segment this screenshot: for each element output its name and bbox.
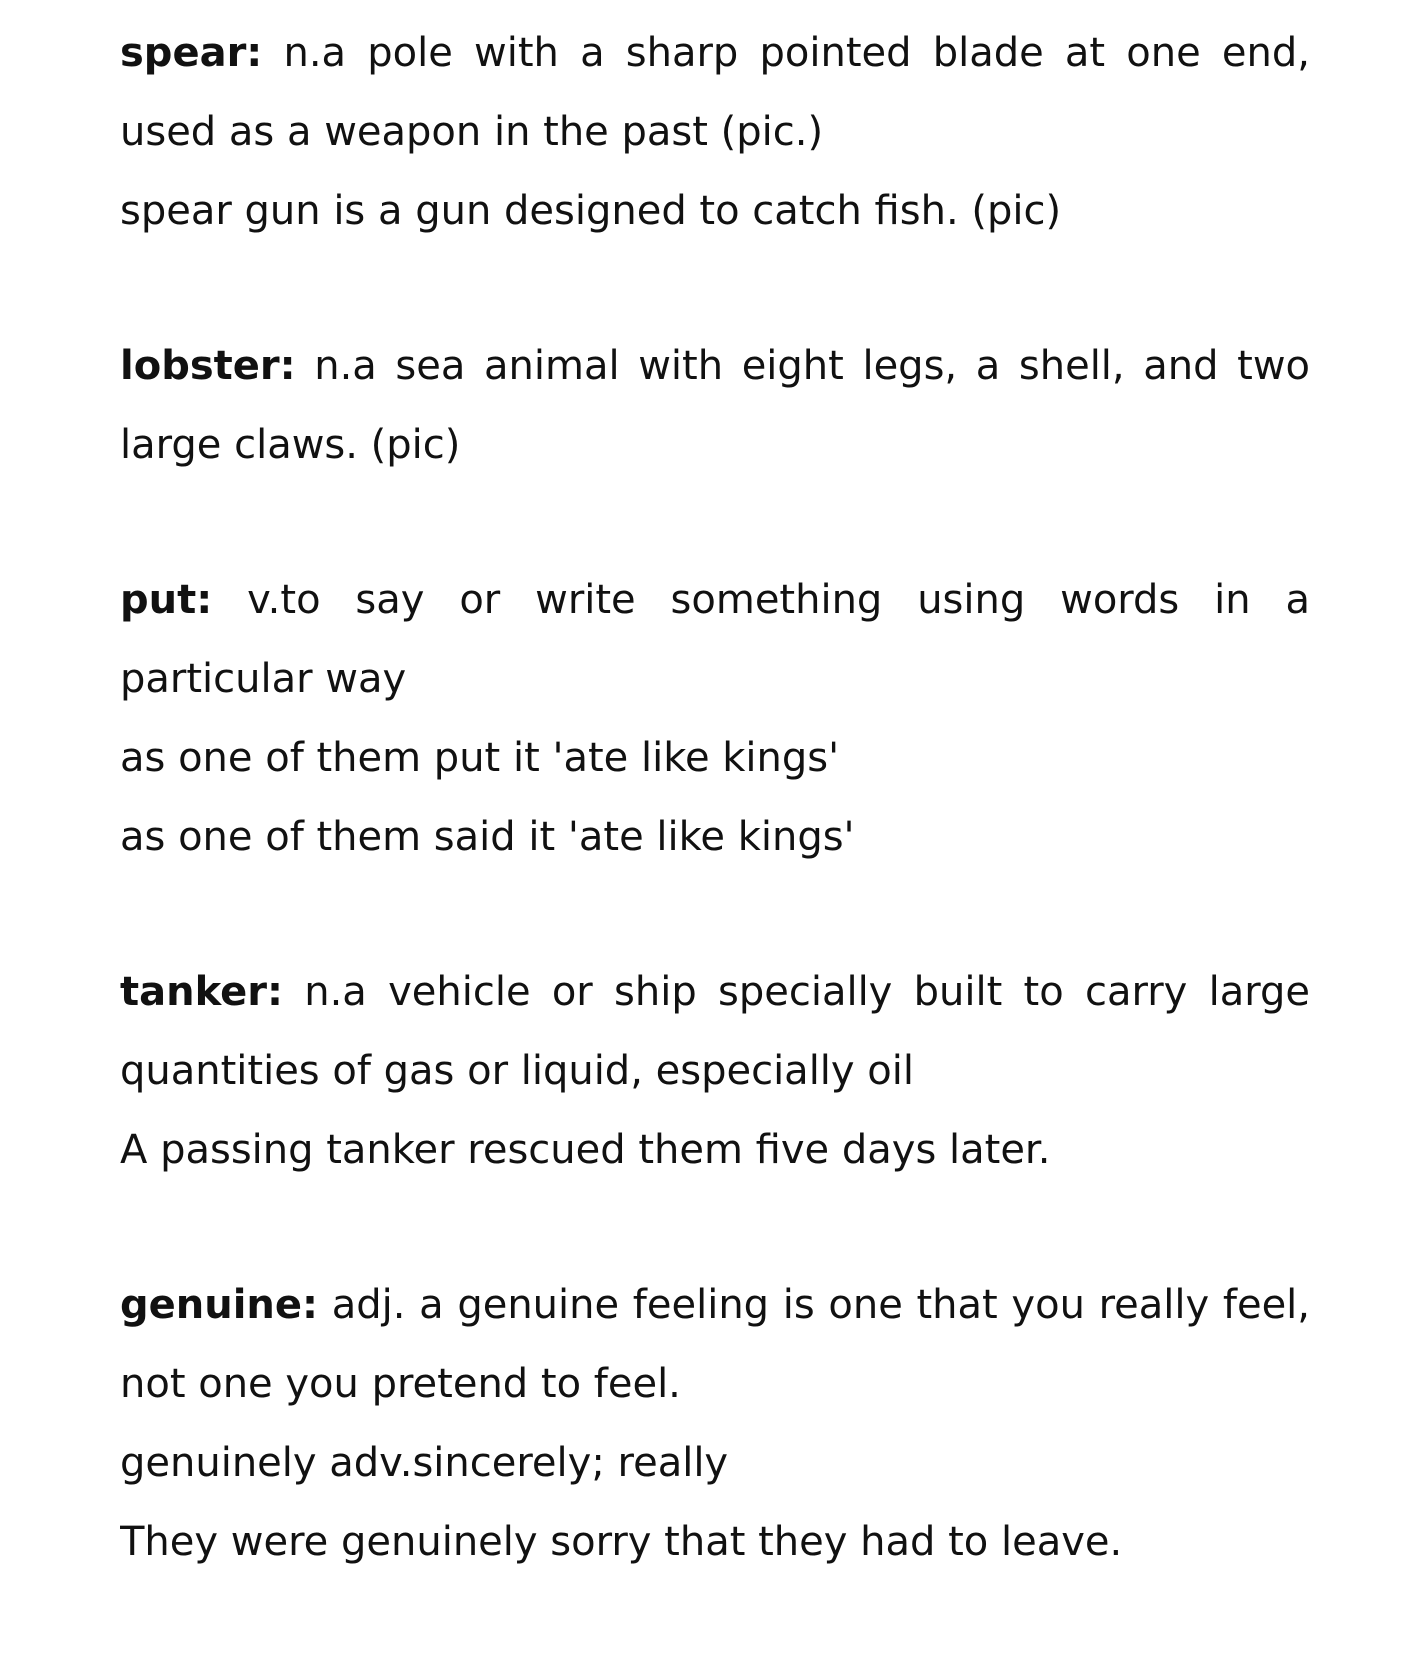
- headword: lobster:: [120, 343, 296, 389]
- definition-line: [120, 327, 1310, 406]
- definition-text: adj. a genuine feeling is one that you really feel,: [318, 1282, 1310, 1328]
- example-line: spear gun is a gun designed to catch fish. (pic): [120, 188, 1062, 234]
- definition-line: [120, 14, 1310, 93]
- entry-line: quantities of gas or liquid, especially oil: [120, 1048, 915, 1094]
- entry-line: genuinely adv.sincerely; really: [120, 1440, 729, 1486]
- entry-line: used as a weapon in the past (pic.): [120, 109, 824, 155]
- example-line: A passing tanker rescued them five days later.: [120, 1127, 1051, 1173]
- definition-text: n.a vehicle or ship specially built to carry large: [282, 969, 1310, 1015]
- entry-line: not one you pretend to feel.: [120, 1361, 681, 1407]
- vocab-entry-genuine: [120, 1266, 1310, 1582]
- vocabulary-page: [120, 14, 1310, 1658]
- entry-line: large claws. (pic): [120, 422, 461, 468]
- example-line: as one of them said it 'ate like kings': [120, 814, 855, 860]
- definition-line: [120, 953, 1310, 1032]
- definition-text: n.a sea animal with eight legs, a shell, and two: [295, 343, 1310, 389]
- definition-line: [120, 1266, 1310, 1345]
- definition-line: [120, 561, 1310, 640]
- vocab-entry-lobster: [120, 327, 1310, 485]
- vocab-entry-spear: [120, 14, 1310, 251]
- entry-line: particular way: [120, 656, 407, 702]
- headword: genuine:: [120, 1282, 319, 1328]
- example-line: as one of them put it 'ate like kings': [120, 735, 840, 781]
- headword: spear:: [120, 30, 263, 76]
- vocab-entry-tanker: [120, 953, 1310, 1190]
- vocab-entry-put: [120, 561, 1310, 877]
- definition-text: v.to say or write something using words in a: [212, 577, 1310, 623]
- headword: tanker:: [120, 969, 283, 1015]
- definition-text: n.a pole with a sharp pointed blade at one end,: [262, 30, 1310, 76]
- example-line: They were genuinely sorry that they had to leave.: [120, 1519, 1123, 1565]
- headword: put:: [120, 577, 213, 623]
